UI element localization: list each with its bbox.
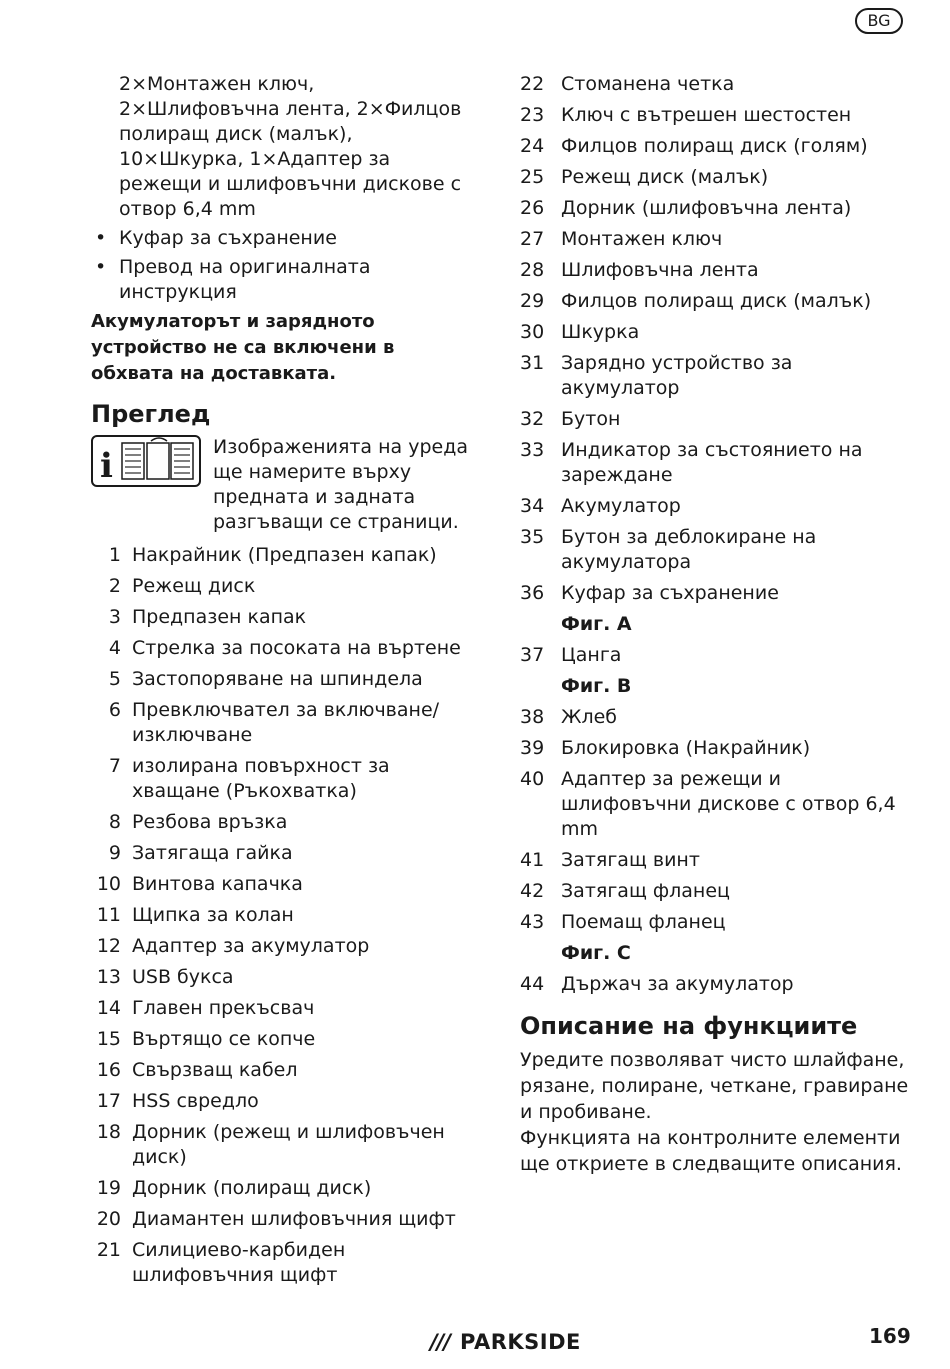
list-item: 18 Дорник (режещ и шлифовъчен диск) (96, 1121, 445, 1168)
bullet-icon: • (95, 227, 107, 249)
list-item: 7 изолирана повърхност за хващане (Ръкохватка) (108, 755, 390, 802)
list-item: 24 Филцов полиращ диск (голям) (520, 135, 868, 157)
list-item: 14 Главен прекъсвач (96, 997, 315, 1019)
list-item: 19 Дорник (полиращ диск) (96, 1177, 372, 1199)
list-item: 44 Държач за акумулатор (520, 973, 794, 995)
list-item: 34 Акумулатор (520, 495, 681, 517)
overview-heading: Преглед (91, 400, 211, 428)
brand-slashes-icon: /// (430, 1330, 451, 1354)
list-item: 27 Монтажен ключ (520, 228, 723, 250)
list-item: 40 Адаптер за режещи и шлифовъчни дискове с отвор 6,4 mm (520, 768, 896, 840)
list-item: 38 Жлеб (520, 706, 618, 728)
list-item: 9 Затягаща гайка (108, 842, 293, 864)
list-item: 42 Затягащ фланец (520, 880, 730, 902)
list-item: 17 HSS свредло (96, 1090, 259, 1112)
list-item: 16 Свързващ кабел (96, 1059, 298, 1081)
delivery-note: Акумулаторът и зарядното устройство не са включени в обхвата на доставката. (91, 311, 395, 384)
list-item: 15 Въртящо се копче (96, 1028, 316, 1050)
list-item: 23 Ключ с вътрешен шестостен (520, 104, 852, 126)
list-item: 5 Застопоряване на шпиндела (108, 668, 423, 690)
list-item: 20 Диамантен шлифовъчния щифт (96, 1208, 456, 1230)
list-item: 6 Превключвател за включване/изключване (108, 699, 440, 746)
list-item: 41 Затягащ винт (520, 849, 700, 871)
figure-label-b: Фиг. B (561, 675, 632, 697)
list-item: 43 Поемащ фланец (520, 911, 726, 933)
list-item: 13 USB букса (96, 966, 234, 988)
bullet-item: • Превод на оригиналната инструкция (95, 256, 371, 303)
list-item: 29 Филцов полиращ диск (малък) (520, 290, 872, 312)
list-item: 32 Бутон (520, 408, 621, 430)
list-item: 3 Предпазен капак (108, 606, 307, 628)
right-column (520, 72, 915, 1177)
parts-list-right (520, 72, 915, 997)
list-item: 4 Стрелка за посоката на въртене (108, 637, 461, 659)
bullet-icon: • (95, 256, 107, 278)
list-item: 28 Шлифовъчна лента (520, 259, 759, 281)
list-item: 37 Цанга (520, 644, 622, 666)
list-item: 1 Накрайник (Предпазен капак) (108, 544, 437, 566)
list-item: 35 Бутон за деблокиране на акумулатора (520, 526, 817, 573)
list-item: 39 Блокировка (Накрайник) (520, 737, 811, 759)
list-item: 21 Силициево-карбиден шлифовъчния щифт (96, 1239, 346, 1286)
list-item: 12 Адаптер за акумулатор (96, 935, 370, 957)
functions-heading: Описание на функциите (520, 1012, 858, 1040)
list-item: 26 Дорник (шлифовъчна лента) (520, 197, 852, 219)
left-column (91, 72, 476, 1294)
scope-intro-text: 2×Монтажен ключ, 2×Шлифовъчна лента, 2×Филцов полиращ диск (малък), 10×Шкурка, 1×Адаптер за режещи и шлифовъчни дискове с отвор 6,4 mm (119, 73, 462, 220)
bullet-item: • Куфар за съхранение (95, 227, 337, 249)
figure-label-c: Фиг. C (561, 942, 631, 964)
list-item: 31 Зарядно устройство за акумулатор (520, 352, 793, 399)
list-item: 8 Резбова връзка (108, 811, 288, 833)
info-text: Изображенията на уреда ще намерите върху предната и задната разгъващи се страници. (213, 436, 468, 533)
language-badge: BG (855, 8, 903, 34)
list-item: 2 Режещ диск (108, 575, 256, 597)
figure-label-a: Фиг. A (561, 613, 632, 635)
scope-bullet-list (91, 226, 476, 305)
list-item: 30 Шкурка (520, 321, 640, 343)
functions-paragraph-1: Уредите позволяват чисто шлайфане, рязане, полиране, четкане, гравиране и пробиване. (520, 1049, 909, 1123)
list-item: 25 Режещ диск (малък) (520, 166, 769, 188)
manual-info-icon (91, 435, 201, 487)
page-number: 169 (869, 1324, 911, 1348)
list-item: 22 Стоманена четка (520, 73, 735, 95)
parts-list-left (91, 543, 476, 1288)
list-item: 36 Куфар за съхранение (520, 582, 779, 604)
list-item: 11 Щипка за колан (96, 904, 294, 926)
svg-text:i: i (100, 446, 113, 486)
list-item: 33 Индикатор за състоянието на зареждане (520, 439, 863, 486)
functions-paragraph-2: Функцията на контролните елементи ще откриете в следващите описания. (520, 1127, 902, 1175)
brand-name: PARKSIDE (460, 1330, 581, 1354)
list-item: 10 Винтова капачка (96, 873, 303, 895)
brand-logo (430, 1330, 581, 1354)
info-block (91, 435, 476, 535)
